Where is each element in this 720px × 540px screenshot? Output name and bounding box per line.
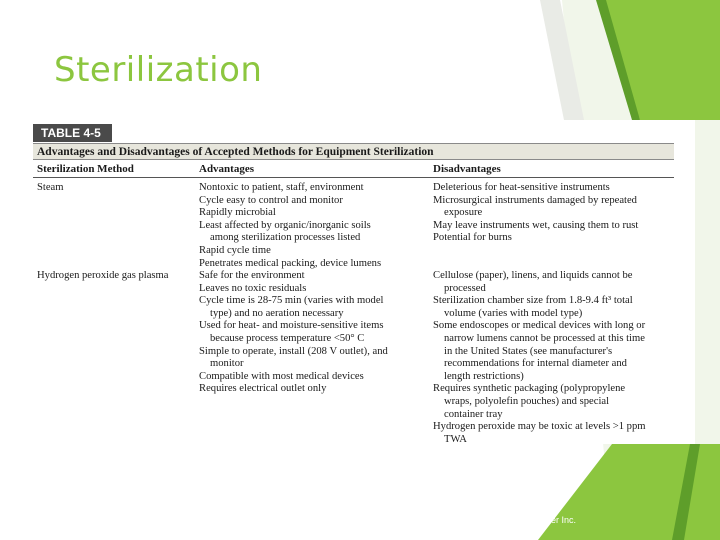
table-cell-line: Rapid cycle time — [199, 244, 271, 256]
table-cell-line: Nontoxic to patient, staff, environment — [199, 182, 364, 193]
table-cell-line: Safe for the environment — [199, 270, 305, 281]
table-cell-line: because process temperature <50° C — [210, 332, 365, 344]
header-disadvantages: Disadvantages — [433, 163, 501, 175]
table-cell-line: Rapidly microbial — [199, 207, 276, 219]
sterilization-table — [27, 120, 695, 444]
table-cell-line: Leaves no toxic residuals — [199, 282, 307, 294]
table-cell-advantages — [199, 270, 388, 396]
table-cell-line: Cycle easy to control and monitor — [199, 194, 343, 206]
header-method: Sterilization Method — [37, 163, 134, 175]
table-number: TABLE 4-5 — [33, 124, 112, 142]
table-cell-line: Some endoscopes or medical devices with long or — [433, 320, 646, 332]
table-cell-line: Cycle time is 28-75 min (varies with model — [199, 295, 384, 307]
table-cell-line: processed — [444, 282, 486, 294]
table-cell-line: container tray — [444, 408, 503, 420]
table-cell-line: TWA — [444, 433, 467, 445]
table-cell-line: exposure — [444, 207, 483, 219]
table-cell-line: Used for heat- and moisture-sensitive items — [199, 320, 384, 332]
table-cell-disadvantages — [433, 182, 638, 245]
table-cell-line: Least affected by organic/inorganic soils — [199, 219, 371, 231]
table-cell-advantages — [199, 182, 381, 270]
table-cell-line: type) and no aeration necessary — [210, 307, 344, 319]
table-cell-line: wraps, polyolefin pouches) and special — [444, 395, 610, 407]
table-cell-line: Hydrogen peroxide may be toxic at levels >1 ppm — [433, 421, 646, 433]
table-cell-line: Sterilization chamber size from 1.8-9.4 ft³ total — [433, 295, 633, 307]
table-cell-line: monitor — [210, 358, 244, 370]
table-cell-line: Compatible with most medical devices — [199, 370, 364, 382]
table-cell-method: Steam — [37, 182, 64, 193]
table-cell-line: Cellulose (paper), linens, and liquids cannot be — [433, 270, 633, 281]
table-cell-line: Potential for burns — [433, 232, 512, 244]
table-cell-line: length restrictions) — [444, 370, 524, 382]
table-cell-line: May leave instruments wet, causing them to rust — [433, 219, 639, 231]
table-cell-line: among sterilization processes listed — [210, 232, 361, 244]
table-cell-line: Deleterious for heat-sensitive instruments — [433, 182, 610, 193]
table-cell-line: volume (varies with model type) — [444, 307, 583, 319]
table-cell-line: in the United States (see manufacturer's — [444, 345, 613, 357]
table-cell-line: Microsurgical instruments damaged by repeated — [433, 194, 637, 206]
table-cell-line: Simple to operate, install (208 V outlet), and — [199, 345, 388, 357]
header-advantages: Advantages — [199, 163, 255, 175]
table-cell-method: Hydrogen peroxide gas plasma — [37, 270, 169, 281]
table-cell-line: Requires electrical outlet only — [199, 383, 327, 395]
copyright-footer: lsevier Inc. — [533, 515, 577, 525]
table-cell-line: Requires synthetic packaging (polypropylene — [433, 383, 626, 395]
table-caption: Advantages and Disadvantages of Accepted Methods for Equipment Sterilization — [33, 143, 674, 160]
table-cell-line: narrow lumens cannot be processed at this time — [444, 332, 645, 344]
table-cell-line: recommendations for internal diameter and — [444, 358, 627, 370]
table-cell-line: Penetrates medical packing, device lumens — [199, 257, 382, 269]
table-header-row — [33, 162, 674, 178]
table-cell-disadvantages — [433, 270, 646, 446]
slide-title: Sterilization — [54, 50, 263, 90]
